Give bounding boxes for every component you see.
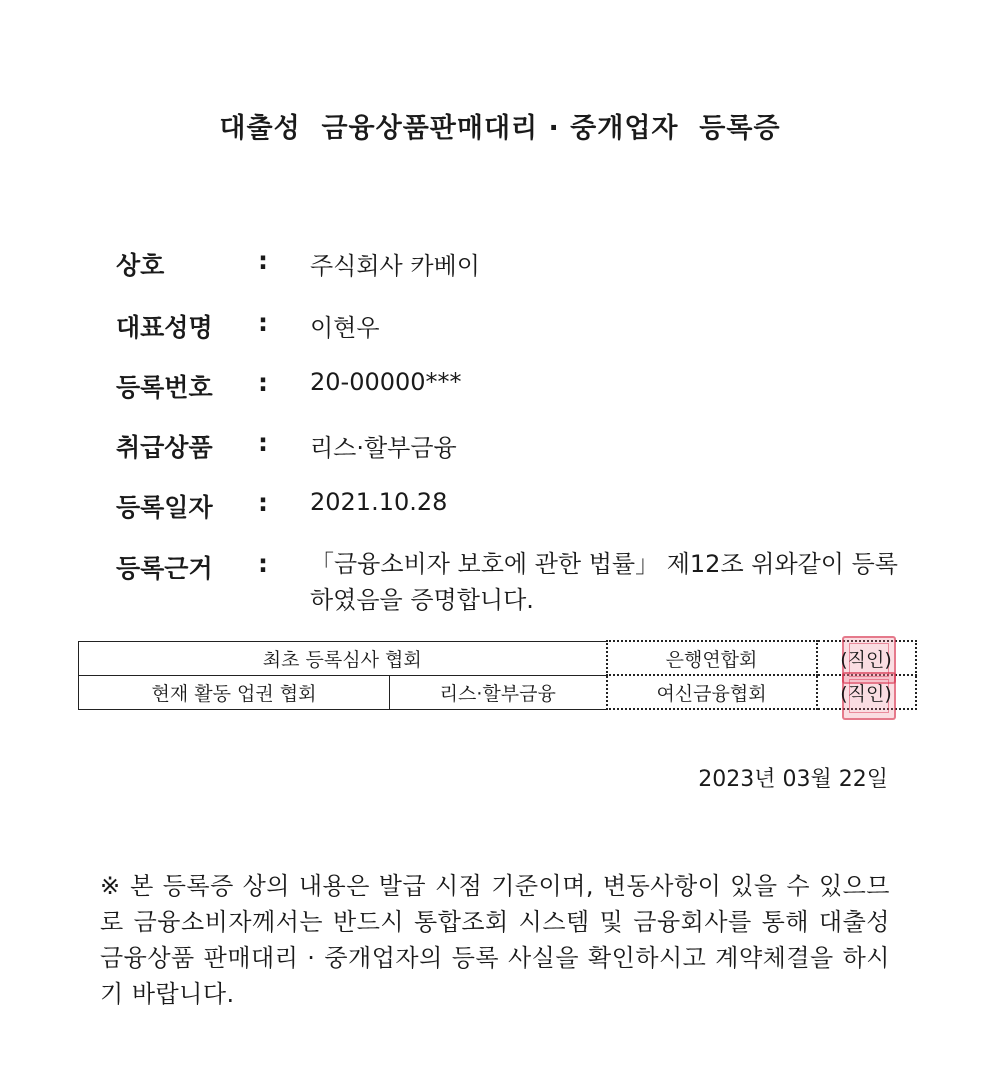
seal-label: (직인) [840, 682, 892, 705]
current-activity-value: 리스·할부금융 [390, 675, 607, 709]
label-registration-number: 등록번호 [116, 373, 213, 402]
label-company-name: 상호 [116, 251, 165, 280]
colon: : [258, 368, 268, 397]
seal-cell-2 [817, 675, 916, 709]
document-title: 대출성 금융상품판매대리 · 중개업자 등록증 [219, 113, 781, 144]
value-registration-date: 2021.10.28 [310, 488, 448, 516]
colon: : [258, 428, 268, 457]
seal-label: (직인) [840, 648, 892, 671]
label-registration-date: 등록일자 [116, 493, 213, 522]
association-credit-finance: 여신금융협회 [607, 675, 817, 709]
table-row [79, 675, 916, 709]
label-legal-basis: 등록근거 [116, 554, 213, 583]
value-products: 리스·할부금융 [310, 434, 457, 462]
current-activity-label: 현재 활동 업권 협회 [79, 675, 390, 709]
association-bank: 은행연합회 [607, 641, 817, 675]
value-registration-number: 20-00000*** [310, 368, 462, 396]
colon: : [258, 549, 268, 578]
association-table [78, 640, 917, 710]
value-representative: 이현우 [310, 314, 380, 342]
table-row [79, 641, 916, 675]
colon: : [258, 488, 268, 517]
label-products: 취급상품 [116, 433, 213, 462]
colon: : [258, 246, 268, 275]
colon: : [258, 308, 268, 337]
value-company-name: 주식회사 카베이 [310, 252, 480, 280]
notice-text: ※ 본 등록증 상의 내용은 발급 시점 기준이며, 변동사항이 있을 수 있으므로 금융소비자께서는 반드시 통합조회 시스템 및 금융회사를 통해 대출성 금융상품 판매대리 · 중개업자의 등록 사실을 확인하시고 계약체결을 하시기 바랍니다. [100, 872, 890, 1008]
seal-cell-1 [817, 641, 916, 675]
label-representative: 대표성명 [116, 313, 213, 342]
value-legal-basis: 「금융소비자 보호에 관한 법률」 제12조 위와같이 등록하였음을 증명합니다. [310, 550, 898, 614]
issue-date: 2023년 03월 22일 [698, 767, 888, 792]
initial-review-label: 최초 등록심사 협회 [79, 641, 607, 675]
